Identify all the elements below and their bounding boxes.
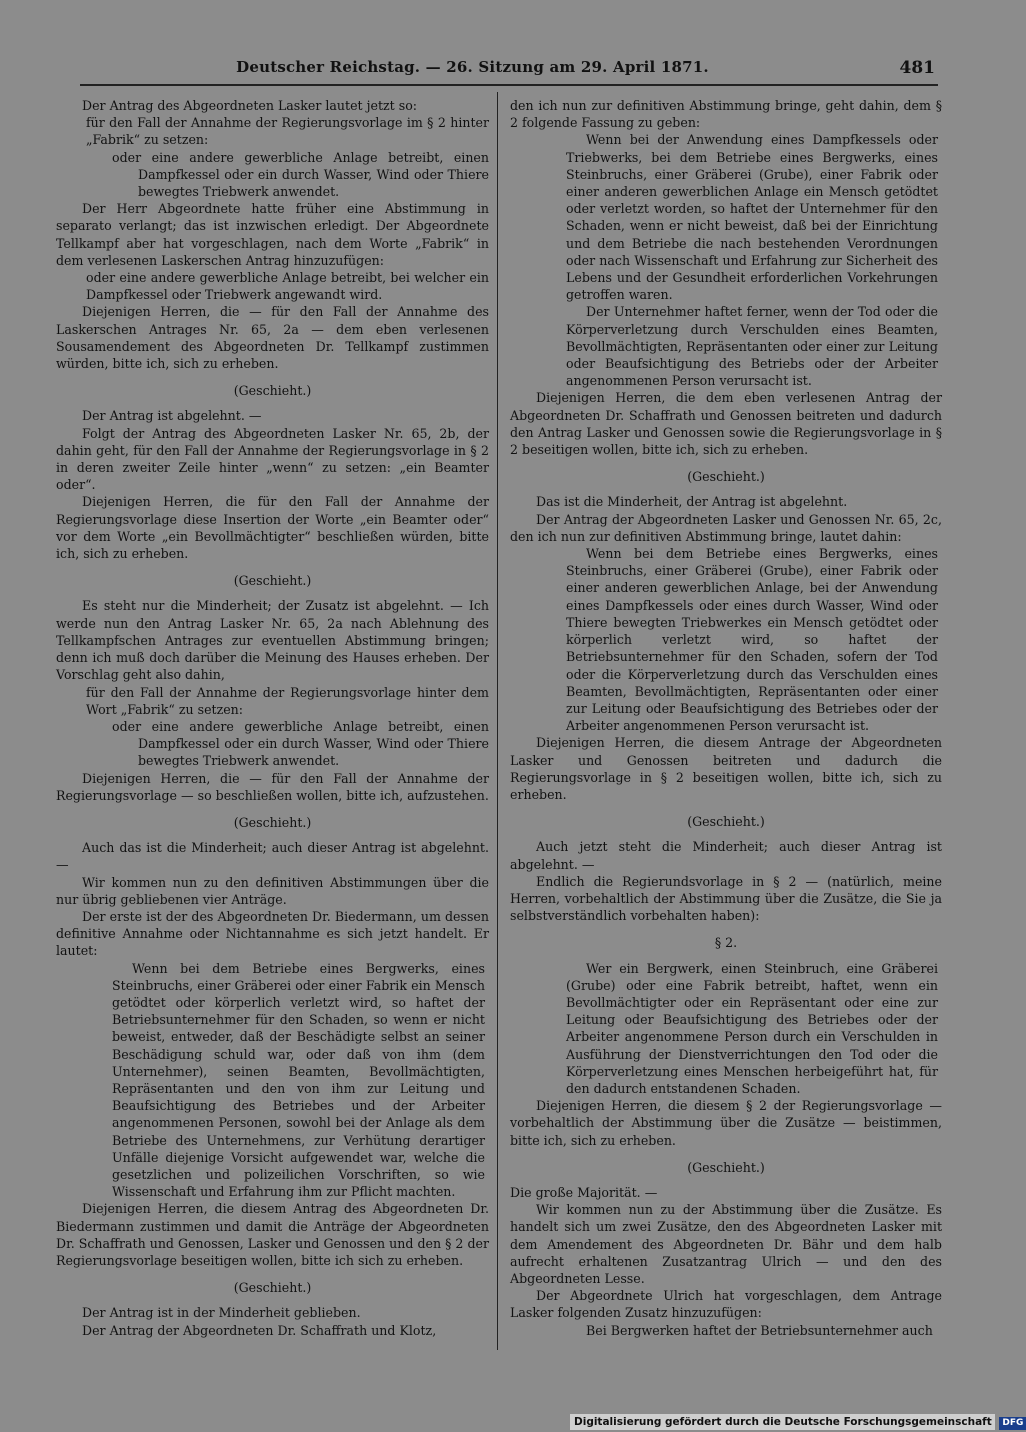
right-column-paragraph: Bei Bergwerken haftet der Betriebsunternehmer auch [586,1322,933,1338]
left-column-paragraph: Auch das ist die Minderheit; auch dieser Antrag ist abgelehnt. — [56,840,489,873]
left-column-paragraph: (Geschieht.) [233,573,312,589]
left-column-paragraph: Diejenigen Herren, die — für den Fall der Annahme des Laskerschen Antrages Nr. 65, 2a — dem eben verlesenen Sousamendement des Abgeordneten Dr. Tellkampf zustimmen würden, bitte ich, sich zu erheben. [56,304,489,372]
header-rule [80,84,938,86]
left-column-paragraph: Diejenigen Herren, die diesem Antrag des Abgeordneten Dr. Biedermann zustimmen und damit die Anträge der Abgeordneten Dr. Schaffrath und Genossen, Lasker und Genossen und den § 2 der Regierungsvorlage beseitigen wollen, bitte ich sich zu erheben. [56,1201,489,1268]
left-column-paragraph: Es steht nur die Minderheit; der Zusatz ist abgelehnt. — Ich werde nun den Antrag Lasker Nr. 65, 2a nach Ablehnung des Tellkampfschen Antrages zur eventuellen Abstimmung bringen; denn ich muß doch darüber die Meinung des Hauses erheben. Der Vorschlag geht also dahin, [56,598,489,683]
right-column-paragraph: (Geschieht.) [687,469,765,485]
right-column-paragraph: Wir kommen nun zu der Abstimmung über die Zusätze. Es handelt sich um zwei Zusätze, den des Abgeordneten Lasker mit dem Amendement des Abgeordneten Dr. Bähr und dem halb aufrecht erhaltenen Zusatzantrag Ulrich — und den des Abgeordneten Lesse. [510,1202,942,1286]
right-column-paragraph: Wer ein Bergwerk, einen Steinbruch, eine Gräberei (Grube) oder eine Fabrik betreibt, haftet, wenn ein Bevollmächtigter oder ein Repräsentant oder eine zur Leitung oder Beaufsichtigung des Betriebes oder der Arbeiter angenommene Person durch ein Verschulden in Ausführung der Dienstverrichtungen den Tod oder die Körperverletzung eines Menschen herbeigeführt hat, für den dadurch entstandenen Schaden. [566,960,938,1096]
left-column-paragraph: oder eine andere gewerbliche Anlage betreibt, bei welcher ein Dampfkessel oder Triebwerk angewandt wird. [86,270,489,303]
right-column-paragraph: Der Abgeordnete Ulrich hat vorgeschlagen, dem Antrage Lasker folgenden Zusatz hinzuzufügen: [510,1288,942,1321]
left-column-paragraph: für den Fall der Annahme der Regierungsvorlage hinter dem Wort „Fabrik“ zu setzen: [86,684,489,717]
footer-credit [570,1414,1024,1430]
right-column [510,97,942,1339]
left-column-paragraph: Wenn bei dem Betriebe eines Bergwerks, eines Steinbruchs, einer Gräberei oder einer Fabrik ein Mensch getödtet oder körperlich verletzt wird, so haftet der Betriebsunternehmer für den Schaden, so wenn er nicht beweist, entweder, daß der Beschädigte selbst an seiner Beschädigung schuld war, oder daß von ihm (dem Unternehmer), seinen Beamten, Bevollmächtigten, Repräsentanten und den von ihm zur Leitung und Beaufsichtigung des Betriebes und der Arbeiter angenommenen Personen, sowohl bei der Anlage als dem Betriebe des Unternehmens, zur Verhütung derartiger Unfälle diejenige Vorsicht aufgewendet war, welche die gesetzlichen und polizeilichen Vorschriften, so wie Wissenschaft und Erfahrung ihm zur Pflicht machten. [112,960,485,1200]
left-column-paragraph: Der erste ist der des Abgeordneten Dr. Biedermann, um dessen definitive Annahme oder Nichtannahme es sich jetzt handelt. Er lautet: [56,908,489,959]
right-column-paragraph: Endlich die Regierundsvorlage in § 2 — (natürlich, meine Herren, vorbehaltlich der Abstimmung über die Zusätze, die Sie ja selbstverständlich vorbehalten haben): [510,873,942,924]
left-column-paragraph: oder eine andere gewerbliche Anlage betreibt, einen Dampfkessel oder ein durch Wasser, Wind oder Thiere bewegtes Triebwerk anwendet. [112,718,489,769]
right-column-paragraph: Auch jetzt steht die Minderheit; auch dieser Antrag ist abgelehnt. — [510,839,942,872]
left-column-paragraph: Diejenigen Herren, die für den Fall der Annahme der Regierungsvorlage diese Insertion der Worte „ein Beamter oder“ vor dem Worte „ein Bevollmächtigter“ beschließen würden, bitte ich, sich zu erheben. [56,494,489,562]
page-header [80,58,935,84]
right-column-paragraph: Diejenigen Herren, die diesem Antrage der Abgeordneten Lasker und Genossen beitreten und dadurch die Regierungsvorlage in § 2 beseitigen wollen, bitte ich, sich zu erheben. [510,735,942,802]
right-column-paragraph: Das ist die Minderheit, der Antrag ist abgelehnt. [536,494,848,510]
right-column-paragraph: (Geschieht.) [687,1159,765,1175]
header-title: Deutscher Reichstag. — 26. Sitzung am 29. April 1871. [236,58,709,76]
right-column-paragraph: Wenn bei dem Betriebe eines Bergwerks, eines Steinbruchs, einer Gräberei (Grube), einer Fabrik oder einer anderen gewerblichen Anlage, bei der Anwendung eines Dampfkessels oder eines durch Wasser, Wind oder Thiere bewegten Triebwerkes ein Mensch getödtet oder körperlich verletzt wird, so haftet der Betriebsunternehmer für den Schaden, sofern der Tod oder die Körperverletzung durch das Verschulden eines Beamten, Bevollmächtigten, Repräsentanten oder einer zur Leitung oder Beaufsichtigung des Betriebes oder der Arbeiter angenommenen Person verursacht ist. [566,546,938,734]
left-column-paragraph: Der Antrag ist in der Minderheit geblieben. [82,1305,361,1321]
footer-text: Digitalisierung gefördert durch die Deutsche Forschungsgemeinschaft [574,1416,992,1428]
right-column-paragraph: Diejenigen Herren, die dem eben verlesenen Antrag der Abgeordneten Dr. Schaffrath und Genossen beitreten und dadurch den Antrag Lasker und Genossen sowie die Regierungsvorlage in § 2 beseitigen wollen, bitte ich, sich zu erheben. [510,390,942,458]
left-column-paragraph: Der Herr Abgeordnete hatte früher eine Abstimmung in separato verlangt; das ist inzwischen erledigt. Der Abgeordnete Tellkampf aber hat vorgeschlagen, nach dem Worte „Fabrik“ in dem verlesenen Laskerschen Antrag hinzuzufügen: [56,201,489,268]
column-divider [497,92,498,1350]
dfg-logo: DFG [999,1417,1026,1430]
left-column-paragraph: Der Antrag ist abgelehnt. — [82,408,262,424]
right-column-paragraph: Der Unternehmer haftet ferner, wenn der Tod oder die Körperverletzung durch Verschulden eines Beamten, Bevollmächtigten, Repräsentanten oder einer zur Leitung oder Beaufsichtigung des Betriebs oder der Arbeiter angenommenen Person verursacht ist. [566,304,938,389]
right-column-paragraph: Der Antrag der Abgeordneten Lasker und Genossen Nr. 65, 2c, den ich nun zur definitiven Abstimmung bringe, lautet dahin: [510,511,942,544]
left-column-paragraph: für den Fall der Annahme der Regierungsvorlage im § 2 hinter „Fabrik“ zu setzen: [86,115,489,148]
left-column-paragraph: (Geschieht.) [233,1280,312,1296]
right-column-paragraph: Diejenigen Herren, die diesem § 2 der Regierungsvorlage — vorbehaltlich der Abstimmung über die Zusätze — beistimmen, bitte ich, sich zu erheben. [510,1098,942,1148]
page-number: 481 [899,58,935,78]
right-column-paragraph: Wenn bei der Anwendung eines Dampfkessels oder Triebwerks, bei dem Betriebe eines Bergwerks, eines Steinbruchs, einer Gräberei (Grube), einer Fabrik oder einer anderen gewerblichen Anlage ein Mensch getödtet oder verletzt worden, so haftet der Unternehmer für den Schaden, wenn er nicht beweist, daß bei der Einrichtung und dem Betriebe die nach bestehenden Verordnungen oder nach Wissenschaft und Erfahrung zur Sicherheit des Lebens und der Gesundheit erforderlichen Vorkehrungen getroffen waren. [566,132,938,303]
left-column-paragraph: Diejenigen Herren, die — für den Fall der Annahme der Regierungsvorlage — so beschließen wollen, bitte ich, aufzustehen. [56,770,489,803]
right-column-paragraph: den ich nun zur definitiven Abstimmung bringe, geht dahin, dem § 2 folgende Fassung zu geben: [510,98,942,131]
right-column-paragraph: Die große Majorität. — [510,1184,658,1200]
left-column-paragraph: Der Antrag der Abgeordneten Dr. Schaffrath und Klotz, [82,1322,437,1338]
left-column [56,97,489,1339]
left-column-paragraph: Wir kommen nun zu den definitiven Abstimmungen über die nur übrig gebliebenen vier Anträge. [56,874,489,907]
right-column-paragraph: § 2. [714,935,738,951]
left-column-paragraph: (Geschieht.) [233,383,312,399]
left-column-paragraph: (Geschieht.) [233,814,312,830]
left-column-paragraph: oder eine andere gewerbliche Anlage betreibt, einen Dampfkessel oder ein durch Wasser, Wind oder Thiere bewegtes Triebwerk anwendet. [112,149,489,200]
right-column-paragraph: (Geschieht.) [687,814,765,830]
left-column-paragraph: Folgt der Antrag des Abgeordneten Lasker Nr. 65, 2b, der dahin geht, für den Fall der Annahme der Regierungsvorlage in § 2 in deren zweiter Zeile hinter „wenn“ zu setzen: „ein Beamter oder“. [56,425,489,493]
left-column-paragraph: Der Antrag des Abgeordneten Lasker lautet jetzt so: [82,98,418,113]
